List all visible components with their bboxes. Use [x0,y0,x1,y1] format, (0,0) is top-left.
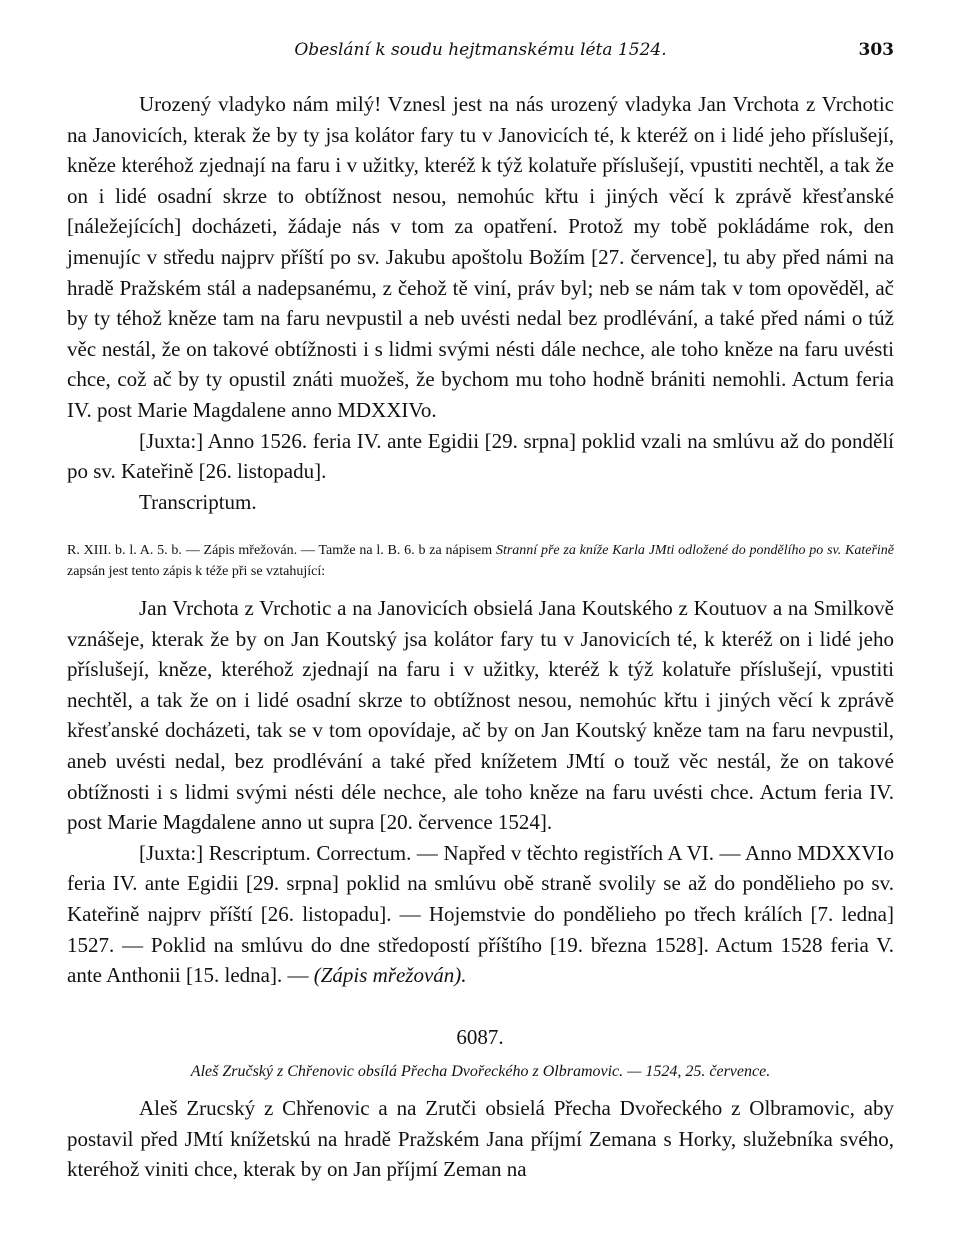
running-title: Obeslání k soudu hejtmanskému léta 1524. [294,40,667,60]
letter-paragraph: Urozený vladyko nám milý! Vznesl jest na nás urozený vladyka Jan Vrchota z Vrchotic na Janovicích, kterak že by ty jsa kolátor fary tu v Janovicích té, k kteréž on i lidé jeho příslušejí, kněze kteréhož zjednají na faru i v užitky, kteréž k týž kolatuře příslušejí, vpustiti nechtěl, a tak že on i lidé osadní skrze to obtížnost nesou, nemohúc křtu i jiných věcí k zprávě křesťanské [náležejících] docházeti, žádaje nás v tom za opatření. Protož my tobě pokládáme rok, den jmenujíc v středu najprv příští po sv. Jakubu apoštolu Božím [27. července], tu aby před námi na hradě Pražském stál a nadepsanému, z čehož tě viní, práv byl; neb se nám tak v tom opověděl, ač by ty téhož kněze tam na faru nevpustil a neb uvésti nedal bez prodlévání, a také před námi o túž věc nestál, že on takové obtížnosti i s lidmi svými nésti dále nechce, ale toho kněze na faru uvésti chce, což ač by ty opustil znáti muožeš, že bychom mu toho hodně brániti nemohli. Actum feria IV. post Marie Magdalene anno MDXXIVo. [67,92,894,422]
document-number: 6087. [456,1025,504,1049]
page-header [67,40,894,70]
archival-note-italic: Stranní pře za kníže Karla JMti odložené do pondělího po sv. Kateřině [495,543,894,558]
summons-entry: Jan Vrchota z Vrchotic a na Janovicích obsielá Jana Koutského z Koutuov a na Smilkově vznášeje, kterak že by on Jan Koutský jsa kolátor fary tu v Janovicích té, k kteréž on i lidé jeho příslušejí, kněze, kteréhož zjednají na faru i v užitky, kteréž k týž kolatuře příslušejí, vpustiti nechtěl, a tak že on i lidé osadní skrze to obtížnost nesou, nemohúc křtu i jiných věcí k zprávě křesťanské docházeti, tak se v tom opovídaje, ač by on Jan Koutský kněze tam na faru nevpustil, aneb uvésti nedal, bez prodlévání a také před knížetem JMtí o touž věc nestál, že on takové obtížnosti i s lidmi svými nésti déle nechce, ale toho kněze na faru uvésti chce. Actum feria IV. post Marie Magdalene anno ut supra [20. července 1524]. [67,596,894,835]
letter-block [67,89,894,517]
juxta-note-1: [Juxta:] Anno 1526. feria IV. ante Egidii [29. srpna] poklid vzali na smlúvu až do pondělí po sv. Kateřině [26. listopadu]. [67,428,894,484]
page-number: 303 [858,40,894,60]
archival-note-part-3: zapsán jest tento zápis k téže při se vztahující: [67,564,326,579]
document-regest: Aleš Zručský z Chřenovic obsílá Přecha Dvořeckého z Olbramovic. — 1524, 25. července. [190,1063,771,1080]
archival-note-part-1: R. XIII. b. l. A. 5. b. — Zápis mřežován. — Tamže na l. B. 6. b za nápisem [67,543,496,558]
juxta-note-2-italic: (Zápis mřežován). [313,963,467,988]
transcriptum-label: Transcriptum. [139,489,257,514]
final-entry-block [67,1093,894,1185]
archival-note [67,540,894,582]
final-entry: Aleš Zrucský z Chřenovic a na Zrutči obsielá Přecha Dvořeckého z Olbramovic, aby postavil před JMtí knížetskú na hradě Pražském Jana příjmí Zemana s Horky, služebníka svého, kteréhož viniti chce, kterak by on Jan příjmí Zeman na [67,1096,894,1182]
entry-block [67,593,894,991]
juxta-note-2-text: [Juxta:] Rescriptum. Correctum. — Napřed v těchto registřích A VI. — Anno MDXXVIo feria IV. ante Egidii [29. srpna] poklid na smlúvu obě straně svolily se až do pondělieho po sv. Kateřině najprv příští [26. listopadu]. — Hojemstvie do pondělieho po třech králích [7. ledna] 1527. — Poklid na smlúvu do dne středopostí příštího [19. března 1528]. Actum 1528 feria V. ante Anthonii [15. ledna]. — [67,840,894,988]
juxta-note-2 [67,838,894,991]
